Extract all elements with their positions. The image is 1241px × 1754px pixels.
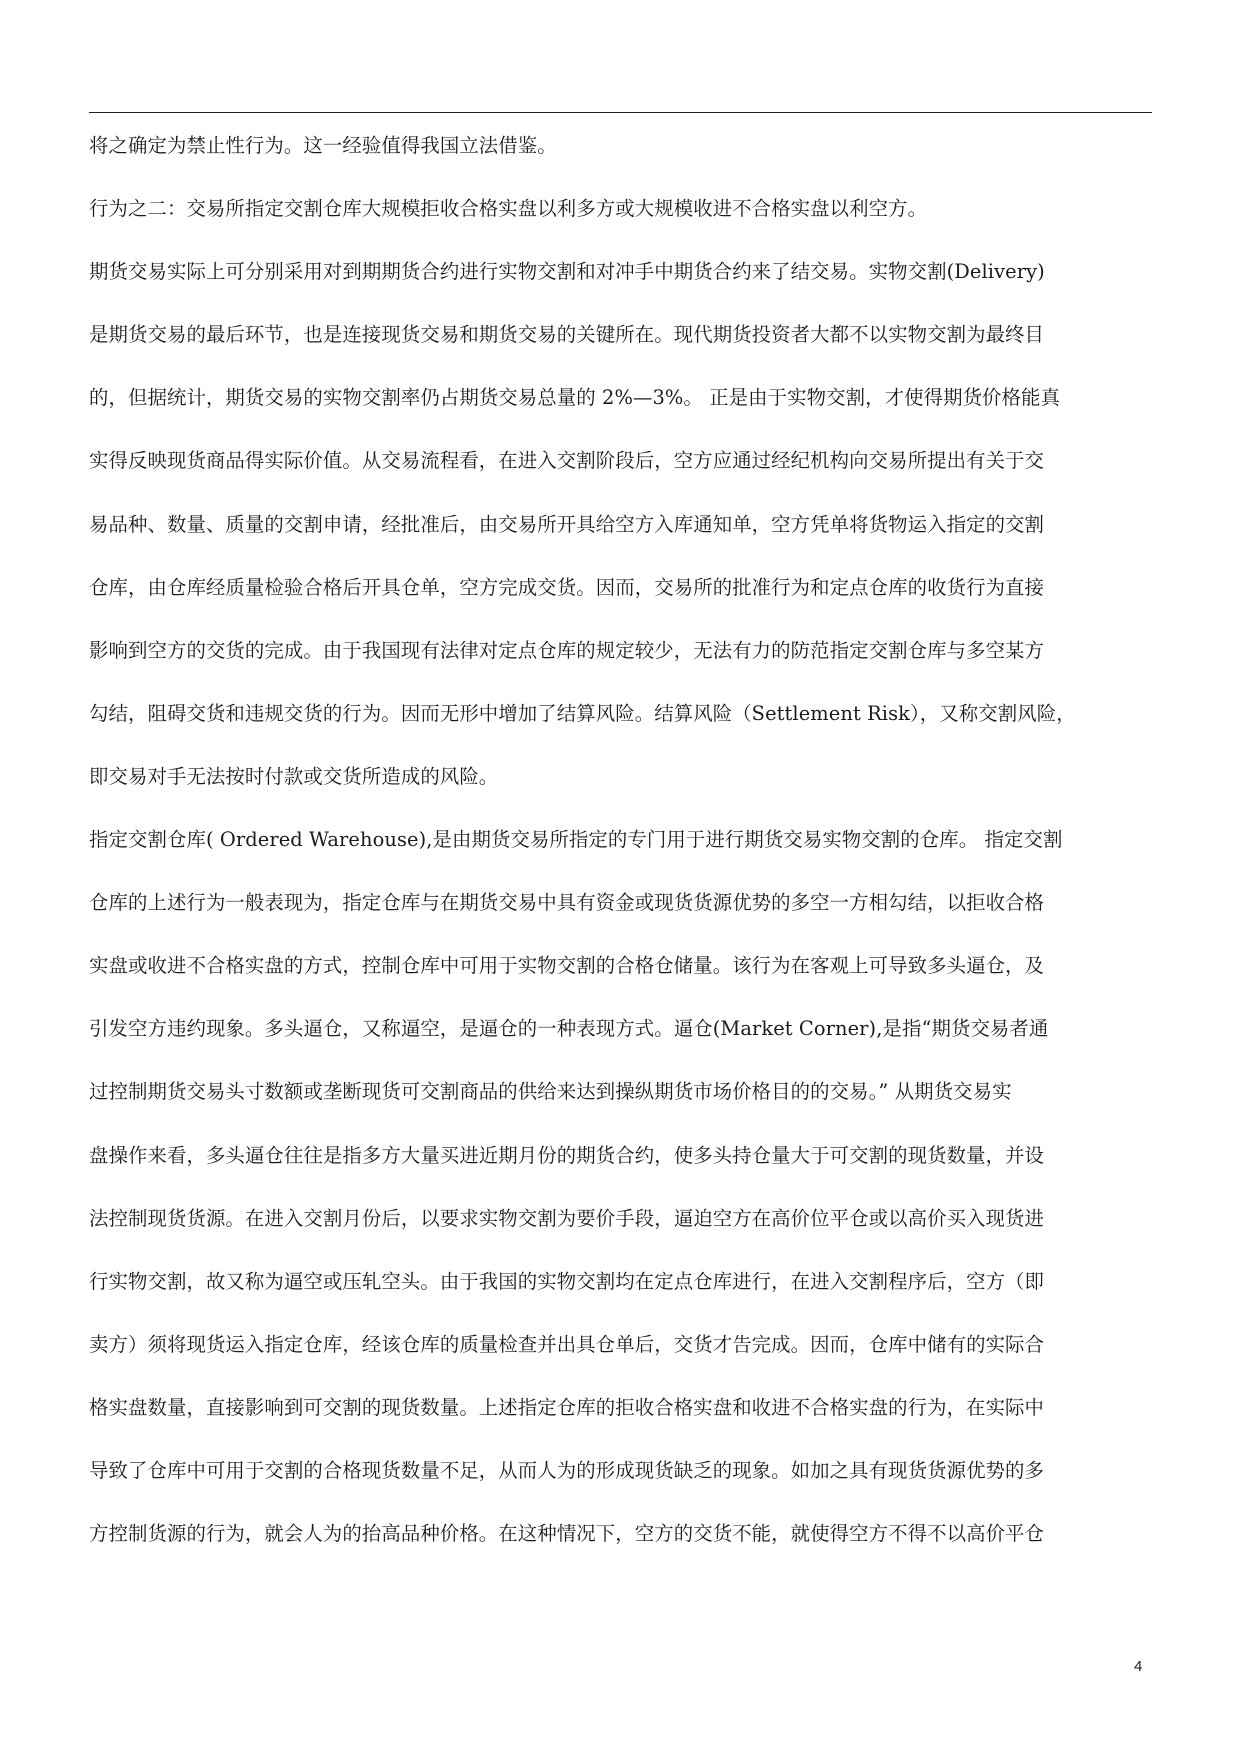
text-line-19: 行实物交割，故又称为逼空或压轧空头。由于我国的实物交割均在定点仓库进行，在进入交割程序后，空方（即: [89, 1269, 1045, 1293]
text-line-20: 卖方）须将现货运入指定仓库，经该仓库的质量检查并出具仓单后，交货才告完成。因而，仓库中储有的实际合: [89, 1332, 1045, 1356]
text-line-5: 的，但据统计，期货交易的实物交割率仍占期货交易总量的 2%—3%。 正是由于实物交割，才使得期货价格能真: [89, 386, 1061, 410]
text-line-8: 仓库，由仓库经质量检验合格后开具仓单，空方完成交货。因而，交易所的批准行为和定点仓库的收货行为直接: [89, 575, 1045, 599]
text-line-13: 仓库的上述行为一般表现为，指定仓库与在期货交易中具有资金或现货货源优势的多空一方相勾结，以拒收合格: [89, 891, 1045, 915]
text-line-15: 引发空方违约现象。多头逼仓，又称逼空，是逼仓的一种表现方式。逼仓(Market Corner),是指“期货交易者通: [89, 1017, 1049, 1041]
text-line-6: 实得反映现货商品得实际价值。从交易流程看，在进入交割阶段后，空方应通过经纪机构向交易所提出有关于交: [89, 449, 1045, 473]
text-line-17: 盘操作来看，多头逼仓往往是指多方大量买进近期月份的期货合约，使多头持仓量大于可交割的现货数量，并设: [89, 1143, 1045, 1167]
text-line-2: 行为之二：交易所指定交割仓库大规模拒收合格实盘以利多方或大规模收进不合格实盘以利空方。: [89, 197, 928, 221]
text-line-12: 指定交割仓库( Ordered Warehouse),是由期货交易所指定的专门用于进行期货交易实物交割的仓库。 指定交割: [89, 828, 1063, 852]
text-line-11: 即交易对手无法按时付款或交货所造成的风险。: [89, 764, 499, 788]
text-line-16: 过控制期货交易头寸数额或垄断现货可交割商品的供给来达到操纵期货市场价格目的的交易。” 从期货交易实: [89, 1080, 1012, 1104]
text-line-4: 是期货交易的最后环节，也是连接现货交易和期货交易的关键所在。现代期货投资者大都不以实物交割为最终目: [89, 323, 1045, 347]
text-line-10: 勾结，阻碍交货和违规交货的行为。因而无形中增加了结算风险。结算风险（Settlement Risk），又称交割风险，: [89, 701, 1076, 725]
text-line-9: 影响到空方的交货的完成。由于我国现有法律对定点仓库的规定较少，无法有力的防范指定交割仓库与多空某方: [89, 638, 1045, 662]
text-line-21: 格实盘数量，直接影响到可交割的现货数量。上述指定仓库的拒收合格实盘和收进不合格实盘的行为，在实际中: [89, 1395, 1045, 1419]
text-line-18: 法控制现货货源。在进入交割月份后，以要求实物交割为要价手段，逼迫空方在高价位平仓或以高价买入现货进: [89, 1206, 1045, 1230]
body-text: [89, 128, 1152, 1579]
text-line-3: 期货交易实际上可分别采用对到期期货合约进行实物交割和对冲手中期货合约来了结交易。实物交割(Delivery): [89, 260, 1045, 284]
text-line-14: 实盘或收进不合格实盘的方式，控制仓库中可用于实物交割的合格仓储量。该行为在客观上可导致多头逼仓，及: [89, 954, 1045, 978]
text-line-23: 方控制货源的行为，就会人为的抬高品种价格。在这种情况下，空方的交货不能，就使得空方不得不以高价平仓: [89, 1522, 1045, 1546]
text-line-7: 易品种、数量、质量的交割申请，经批准后，由交易所开具给空方入库通知单，空方凭单将货物运入指定的交割: [89, 512, 1045, 536]
page-number: 4: [1134, 1658, 1143, 1675]
header-rule: [89, 112, 1152, 113]
text-line-22: 导致了仓库中可用于交割的合格现货数量不足，从而人为的形成现货缺乏的现象。如加之具有现货货源优势的多: [89, 1458, 1045, 1482]
text-line-1: 将之确定为禁止性行为。这一经验值得我国立法借鉴。: [89, 134, 557, 157]
